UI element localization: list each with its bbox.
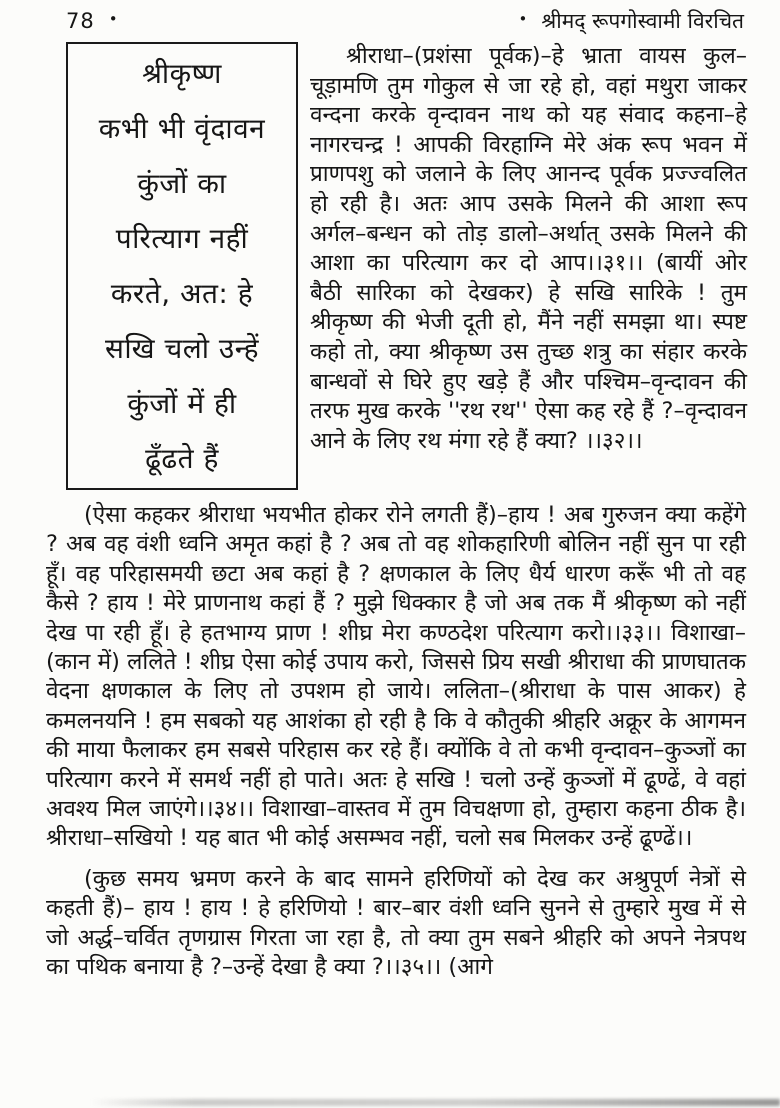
pull-quote-line: कुंजों का — [137, 167, 227, 200]
running-title: श्रीमद् रूपगोस्वामी विरचित — [541, 9, 744, 33]
third-paragraph-block — [46, 865, 746, 983]
first-paragraph-column — [310, 42, 747, 456]
body-paragraph-1: श्रीराधा–(प्रशंसा पूर्वक)–हे भ्राता वायस कुल–चूड़ामणि तुम गोकुल से जा रहे हो, वहां मथुरा जाकर वन्दना करके वृन्दावन नाथ को यह संवाद कहना–हे नागरचन्द्र ! आपकी विरहाग्नि मेरे अंक रूप भवन में प्राणपशु को जलाने के लिए आनन्द पूर्वक प्रज्ज्वलित हो रही है। अतः आप उसके मिलने की आशा रूप अर्गल–बन्धन को तोड़ डालो–अर्थात् उसके मिलने की आशा का परित्याग कर दो आप।।३१।। (बायीं ओर बैठी सारिका को देखकर) हे सखि सारिके ! तुम श्रीकृष्ण की भेजी दूती हो, मैंने नहीं समझा था। स्पष्ट कहो तो, क्या श्रीकृष्ण उस तुच्छ शत्रु का संहार करके बान्धवों से घिरे हुए खड़े हैं और पश्चिम–वृन्दावन की तरफ मुख करके ''रथ रथ'' ऐसा कह रहे हैं ?–वृन्दावन आने के लिए रथ मंगा रहे हैं क्या? ।।३२।। — [310, 43, 747, 454]
header-right — [519, 8, 744, 34]
pull-quote-line: कुंजों में ही — [127, 387, 237, 420]
header-left — [66, 8, 118, 34]
pull-quote-line: कभी भी वृंदावन — [98, 112, 266, 145]
pull-quote-line: करते, अत: हे — [110, 277, 254, 310]
page-header — [0, 0, 780, 34]
page-number: 78 — [66, 9, 95, 33]
body-paragraph-3: (कुछ समय भ्रमण करने के बाद सामने हरिणियों को देख कर अश्रुपूर्ण नेत्रों से कहती हैं)– हाय ! हाय ! हे हरिणियो ! बार–बार वंशी ध्वनि सुनने से तुम्हारे मुख में से जो अर्द्ध–चर्वित तृणग्रास गिरता जा रहा है, तो क्या तुम सबने श्रीहरि को अपने नेत्रपथ का पथिक बनाया है ?–उन्हें देखा है क्या ?।।३५।। (आगे — [46, 865, 746, 981]
body-paragraph-2: (ऐसा कहकर श्रीराधा भयभीत होकर रोने लगती हैं)–हाय ! अब गुरुजन क्या कहेंगे ? अब वह वंशी ध्वनि अमृत कहां है ? अब तो वह शोकहारिणी बोलिन नहीं सुन पा रही हूँ। वह परिहासमयी छटा अब कहां है ? क्षणकाल के लिए धैर्य धारण करूँ भी तो वह कैसे ? हाय ! मेरे प्राणनाथ कहां हैं ? मुझे धिक्कार है जो अब तक मैं श्रीकृष्ण को नहीं देख पा रही हूँ। हे हतभाग्य प्राण ! शीघ्र मेरा कण्ठदेश परित्याग करो।।३३।। विशाखा–(कान में) ललिते ! शीघ्र ऐसा कोई उपाय करो, जिससे प्रिय सखी श्रीराधा की प्राणघातक वेदना क्षणकाल के लिए तो उपशम हो जाये। ललिता–(श्रीराधा के पास आकर) हे कमलनयनि ! हम सबको यह आशंका हो रही है कि वे कौतुकी श्रीहरि अक्रूर के आगमन की माया फैलाकर हम सबसे परिहास कर रहे हैं। क्योंकि वे तो कभी वृन्दावन–कुञ्जों का परित्याग करने में समर्थ नहीं हो पाते। अतः हे सखि ! चलो उन्हें कुञ्जों में ढूण्ढें, वे वहां अवश्य मिल जाएंगे।।३४।। विशाखा–वास्तव में तुम विचक्षणा हो, तुम्हारा कहना ठीक है। श्रीराधा–सखियो ! यह बात भी कोई असम्भव नहीं, चलो सब मिलकर उन्हें ढूण्ढें।। — [46, 502, 746, 852]
pull-quote-box — [66, 42, 298, 490]
pull-quote-line: श्रीकृष्ण — [142, 57, 222, 90]
top-section — [0, 42, 780, 490]
pull-quote-line: ढूँढते हैं — [145, 442, 219, 475]
pull-quote-line: परित्याग नहीं — [115, 222, 249, 255]
bullet-icon: • — [518, 10, 528, 28]
bullet-icon: • — [108, 10, 118, 28]
pull-quote-line: सखि चलो उन्हें — [105, 332, 259, 365]
second-paragraph-block — [46, 501, 746, 854]
scan-edge-artifact — [90, 1099, 780, 1106]
